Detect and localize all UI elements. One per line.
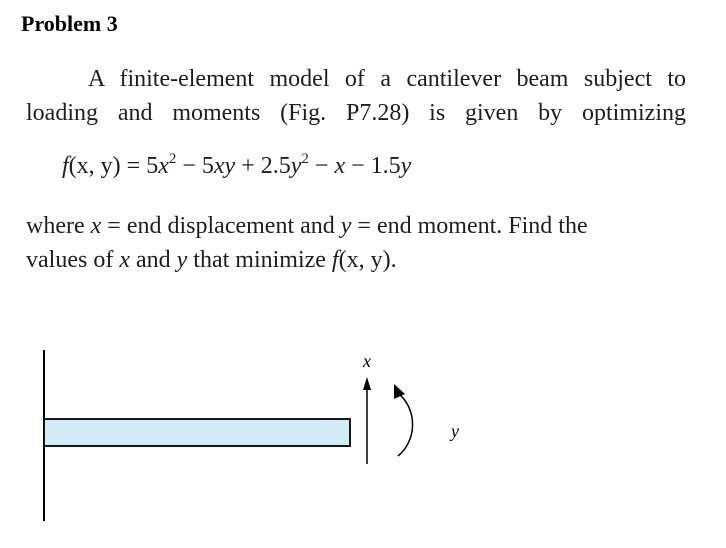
definition-line-2: values of x and y that minimize f(x, y). <box>26 247 397 273</box>
eq-y2: y <box>400 153 412 179</box>
problem-heading: Problem 3 <box>21 11 118 36</box>
moment-arc <box>398 393 413 456</box>
eq-term-1: = 5 <box>120 153 159 179</box>
eq-args: (x, y) <box>68 153 121 179</box>
eq-x2: x <box>334 153 346 179</box>
eq-xy: xy <box>213 153 236 179</box>
definition-line-1: where x = end displacement and y = end moment. Find the <box>26 213 588 239</box>
y-label: y <box>451 421 459 441</box>
eq-term-2: − 5 <box>176 153 214 179</box>
eq-term-4: − <box>308 153 335 179</box>
beam <box>44 419 350 446</box>
eq-f: f <box>62 153 69 179</box>
eq-term-5: − 1.5 <box>345 153 401 179</box>
eq-term-3: + 2.5 <box>235 153 291 179</box>
statement-line-2: loading and moments (Fig. P7.28) is given by optimizing <box>26 100 686 126</box>
statement-line-1: A finite-element model of a cantilever beam subject to <box>88 66 686 92</box>
x-label: x <box>363 351 371 371</box>
eq-x: x <box>158 153 169 179</box>
eq-exp-2: 2 <box>301 151 309 167</box>
moment-arrowhead <box>394 384 405 399</box>
displacement-arrowhead <box>363 377 371 390</box>
eq-exp-1: 2 <box>168 151 177 167</box>
eq-y: y <box>290 153 302 179</box>
